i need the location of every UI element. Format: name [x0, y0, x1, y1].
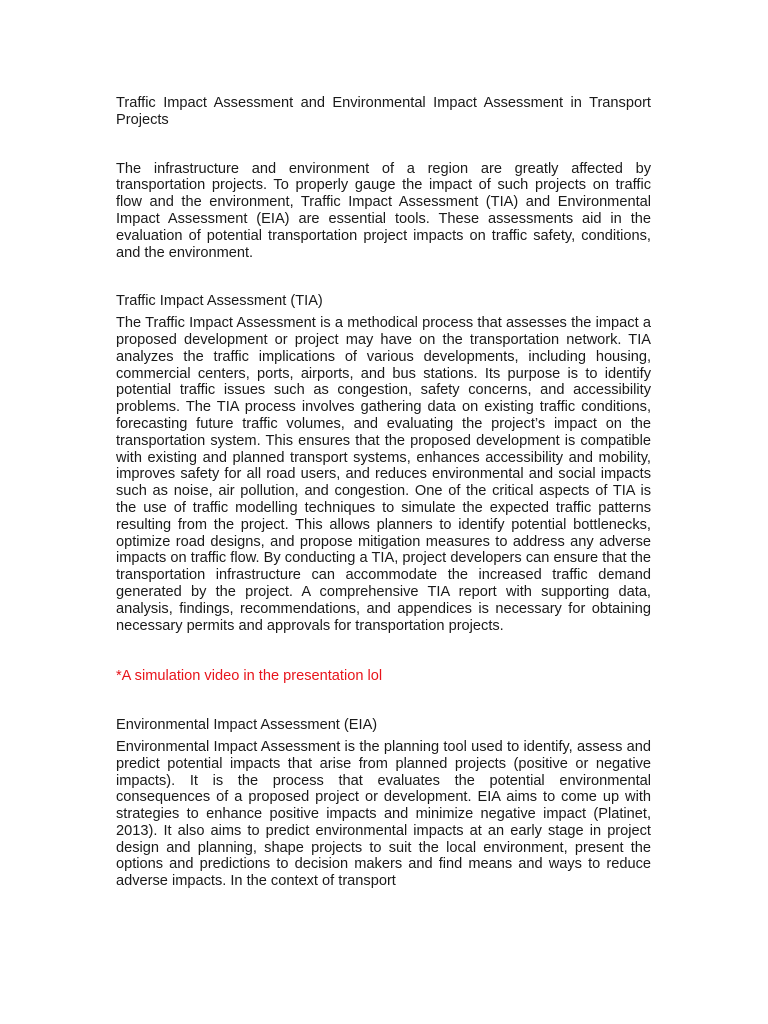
eia-heading: Environmental Impact Assessment (EIA)	[116, 717, 378, 734]
tia-paragraph: The Traffic Impact Assessment is a methodical process that assesses the impact a proposed development or project may have on the transportation network. TIA analyzes the traffic implications of various developments, including housing, commercial centers, ports, airports, and bus stations. Its purpose is to identify potential traffic issues such as congestion, safety concerns, and accessibility problems. The TIA process involves gathering data on existing traffic conditions, forecasting future traffic volumes, and evaluating the project’s impact on the transportation system. This ensures that the proposed development is compatible with existing and planned transport systems, enhances accessibility and mobility, improves safety for all road users, and reduces environmental and social impacts such as noise, air pollution, and congestion. One of the critical aspects of TIA is the use of traffic modelling techniques to simulate the expected traffic patterns resulting from the project. This allows planners to identify potential bottlenecks, optimize road designs, and propose mitigation measures to address any adverse impacts on traffic flow. By conducting a TIA, project developers can ensure that the transportation infrastructure can accommodate the increased traffic demand generated by the project. A comprehensive TIA report with supporting data, analysis, findings, recommendations, and appendices is necessary for obtaining necessary permits and approvals for transportation projects.	[116, 315, 651, 634]
eia-paragraph: Environmental Impact Assessment is the planning tool used to identify, assess and predict potential impacts that arise from planned projects (positive or negative impacts). It is the process that evaluates the potential environmental consequences of a proposed project or development. EIA aims to come up with strategies to enhance positive impacts and minimize negative impact (Platinet, 2013). It also aims to predict environmental impacts at an early stage in project design and planning, shape projects to suit the local environment, present the options and predictions to decision makers and find means and ways to reduce adverse impacts. In the context of transport	[116, 738, 651, 890]
simulation-note: *A simulation video in the presentation lol	[116, 668, 383, 685]
intro-paragraph: The infrastructure and environment of a region are greatly affected by transportation projects. To properly gauge the impact of such projects on traffic flow and the environment, Traffic Impact Assessment (TIA) and Environmental Impact Assessment (EIA) are essential tools. These assessments aid in the evaluation of potential transportation project impacts on traffic safety, conditions, and the environment.	[116, 160, 651, 261]
document-title: Traffic Impact Assessment and Environmental Impact Assessment in Transport Projects	[116, 95, 651, 128]
tia-heading: Traffic Impact Assessment (TIA)	[116, 293, 323, 310]
document-body	[116, 95, 651, 890]
